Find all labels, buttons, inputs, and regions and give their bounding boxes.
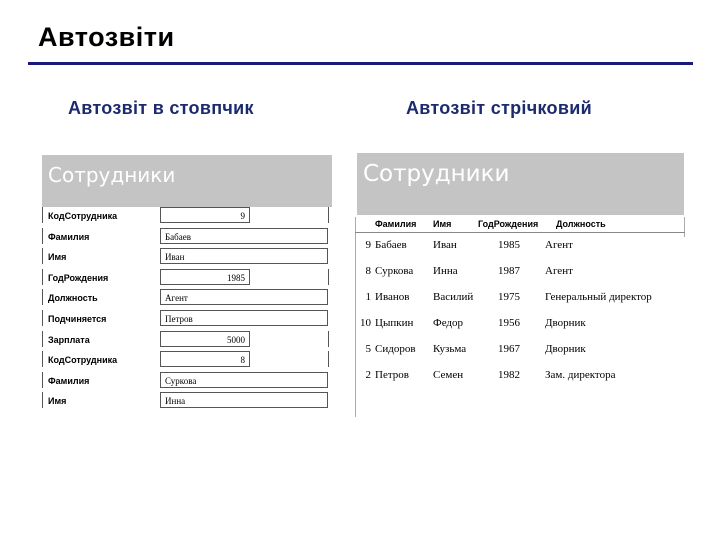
field-label: КодСотрудника (48, 355, 118, 366)
report-field-row (42, 392, 332, 412)
cell-position: Дворник (545, 343, 586, 355)
report-field-row (42, 310, 332, 330)
field-value: Бабаев (160, 228, 328, 244)
field-label: Имя (48, 396, 67, 407)
cell-id: 10 (360, 317, 371, 329)
column-header-birth-year: ГодРождения (478, 219, 539, 229)
field-left-border (42, 372, 43, 388)
field-label: Подчиняется (48, 314, 107, 324)
field-value: 9 (160, 207, 250, 223)
report-field-row (42, 372, 332, 392)
column-header-first-name: Имя (433, 219, 452, 229)
field-right-border (328, 269, 329, 285)
header-rule (355, 232, 685, 233)
field-left-border (42, 351, 43, 367)
cell-last-name: Иванов (375, 291, 410, 303)
field-right-border (328, 207, 329, 223)
report-field-row (42, 331, 332, 351)
field-left-border (42, 392, 43, 408)
cell-id: 5 (365, 343, 371, 355)
report-right-rule (684, 217, 685, 237)
field-value: 8 (160, 351, 250, 367)
cell-birth-year: 1982 (498, 369, 520, 381)
field-label: ГодРождения (48, 272, 109, 283)
cell-position: Зам. директора (545, 369, 616, 381)
cell-birth-year: 1975 (498, 291, 520, 303)
title-underline (28, 62, 693, 65)
cell-first-name: Федор (433, 317, 464, 329)
cell-birth-year: 1956 (498, 317, 520, 329)
field-left-border (42, 248, 43, 264)
field-value: 5000 (160, 331, 250, 347)
field-label: Фамилия (48, 375, 90, 386)
field-left-border (42, 269, 43, 285)
cell-id: 1 (365, 291, 371, 303)
field-value: 1985 (160, 269, 250, 285)
field-left-border (42, 310, 43, 326)
cell-first-name: Инна (433, 265, 458, 277)
cell-birth-year: 1967 (498, 343, 520, 355)
report-field-row (42, 228, 332, 248)
tabular-heading: Автозвіт стрічковий (406, 98, 592, 118)
cell-id: 8 (365, 265, 371, 277)
cell-birth-year: 1985 (498, 239, 520, 251)
field-left-border (42, 289, 43, 305)
cell-position: Дворник (545, 317, 586, 329)
cell-first-name: Кузьма (433, 343, 467, 355)
field-label: Фамилия (48, 231, 90, 242)
cell-position: Генеральный директор (545, 291, 652, 303)
cell-last-name: Петров (375, 369, 409, 381)
report-field-row (42, 351, 332, 371)
field-value: Суркова (160, 372, 328, 388)
field-label: Имя (48, 252, 67, 263)
cell-birth-year: 1987 (498, 265, 520, 277)
slide-title: Автозвіти (38, 22, 175, 52)
field-label: Должность (48, 293, 98, 304)
cell-id: 9 (365, 239, 371, 251)
cell-last-name: Суркова (375, 265, 414, 277)
field-label: Зарплата (48, 334, 90, 345)
column-header-last-name: Фамилия (375, 219, 417, 229)
field-left-border (42, 228, 43, 244)
field-right-border (328, 351, 329, 367)
columnar-report (42, 207, 342, 417)
field-right-border (328, 331, 329, 347)
field-value: Иван (160, 248, 328, 264)
field-value: Петров (160, 310, 328, 326)
cell-first-name: Семен (433, 369, 464, 381)
report-field-row (42, 248, 332, 268)
cell-last-name: Бабаев (375, 239, 407, 251)
field-value: Агент (160, 289, 328, 305)
field-left-border (42, 331, 43, 347)
report-field-row (42, 269, 332, 289)
columnar-heading: Автозвіт в стовпчик (68, 98, 254, 118)
cell-id: 2 (365, 369, 371, 381)
columnar-report-title: Сотрудники (48, 163, 176, 187)
report-field-row (42, 207, 332, 227)
field-left-border (42, 207, 43, 223)
tabular-report-title: Сотрудники (363, 161, 510, 187)
report-field-row (42, 289, 332, 309)
cell-first-name: Иван (433, 239, 457, 251)
cell-last-name: Сидоров (375, 343, 416, 355)
cell-first-name: Василий (433, 291, 474, 303)
cell-last-name: Цыпкин (375, 317, 414, 329)
field-label: КодСотрудника (48, 211, 118, 221)
cell-position: Агент (545, 265, 573, 277)
tabular-report-header (357, 153, 684, 215)
field-value: Инна (160, 392, 328, 408)
column-header-position: Должность (556, 219, 606, 229)
tabular-report (355, 217, 690, 417)
columnar-report-header (42, 155, 332, 207)
cell-position: Агент (545, 239, 573, 251)
